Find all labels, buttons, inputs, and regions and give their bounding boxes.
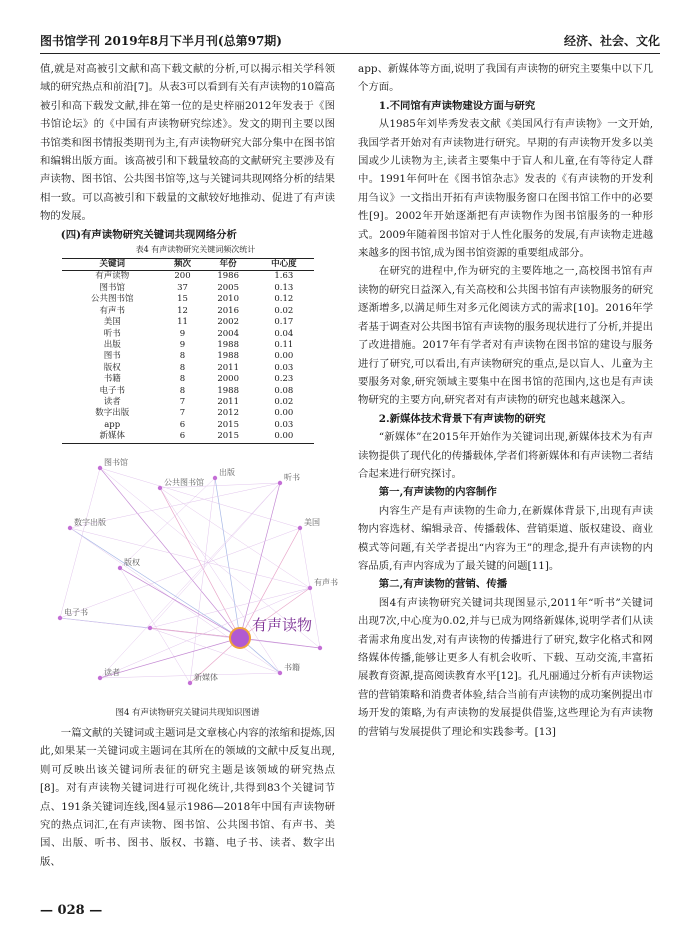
table-cell: 2015 [203,431,254,443]
network-edge [70,528,310,588]
table-cell: 0.02 [274,305,294,316]
table-cell: 版权 [103,362,121,373]
table-cell: 有声读物 [95,271,130,282]
network-node [98,466,102,470]
table-row [62,283,314,294]
network-node-label: 听书 [284,473,300,482]
left-bottom-text [40,724,335,871]
left-paragraph-2: 一篇文献的关键词或主题词是文章核心内容的浓缩和提炼,因此,如果某一关键词或主题词在其所在的领域的文献中反复出现,则可反映出该关键词所表征的研究主题是该领域的研究热点[8]。对有声读物关键词进行可视化统计,共得到83个关键词节点、191条关键词连线,图4显示1986—2018年中国有声读物研究的热点词汇,在有声读物、图书馆、公共图书馆、有声书、美国、出版、听书、图书、版权、书籍、电子书、读者、数字出版、 [40,727,335,868]
network-node-label: 书籍 [284,663,300,672]
table-cell: 1986 [217,271,239,282]
network-edges [60,468,320,683]
network-node-label: 电子书 [64,608,88,617]
subsection-1: 1.不同馆有声读物建设方面与研究 [378,99,536,112]
network-edge [120,568,240,638]
network-edge [160,488,310,588]
network-edge [240,483,280,638]
network-node [98,676,102,680]
network-node-label: 新媒体 [194,673,218,682]
table-row [62,363,314,374]
network-edge [240,638,320,648]
network-node-label: 数字出版 [74,518,106,527]
table-row [62,397,314,408]
table-title: 表4 有声读物研究关键词频次统计 [135,245,256,255]
table-row [62,374,314,385]
table-cell: app [104,419,121,430]
table-cell: 2016 [217,305,239,316]
network-node [58,616,62,620]
table-cell: 8 [179,385,186,396]
table-header-cell: 年份 [203,259,254,271]
network-node [278,481,282,485]
subsection-4: 第二,有声读物的营销、传播 [378,578,508,591]
network-svg [40,448,338,706]
figure-caption: 图4 有声读物研究关键词共现知识图谱 [115,708,260,718]
table-cell: 7 [179,396,186,407]
table-cell: 6 [162,431,202,443]
central-node-label: 有声读物 [252,616,313,634]
right-paragraph-0: app、新媒体等方面,说明了我国有声读物的研究主要集中以下几个方面。 [358,63,653,94]
network-node-label: 出版 [219,468,235,477]
table-cell: 出版 [103,339,121,350]
journal-title: 图书馆学刊 2019年8月下半月刊(总第97期) [40,34,282,48]
left-column [40,60,335,444]
table-row [62,340,314,351]
table-cell: 9 [179,339,186,350]
table-cell: 8 [179,362,186,373]
table-cell: 公共图书馆 [90,294,134,305]
table-cell: 0.23 [274,374,294,385]
table-cell: 6 [179,419,186,430]
table-cell: 2000 [217,374,239,385]
table-cell: 0.03 [274,419,294,430]
table-cell: 美国 [103,317,121,328]
table-cell: 数字出版 [95,408,130,419]
table-cell: 37 [177,282,188,293]
table-cell: 0.03 [274,362,294,373]
table-cell: 0.08 [274,385,294,396]
table-cell: 2011 [217,362,239,373]
table-row [62,294,314,305]
table-cell: 2010 [217,294,239,305]
network-edge [60,468,100,618]
table-row [62,408,314,419]
table-cell: 2002 [217,317,239,328]
table-cell: 听书 [103,328,121,339]
table-cell: 2005 [217,282,239,293]
network-node-label: 图书馆 [104,458,128,467]
network-edge [100,483,280,678]
table-cell: 200 [174,271,191,282]
table-cell: 0.00 [254,431,314,443]
table-cell: 图书 [103,351,121,362]
right-paragraph-5: 图4有声读物研究关键词共现图显示,2011年“听书”关键词出现7次,中心度为0.02,并与已成为网络新媒体,说明学者们从读者需求角度出发,对有声读物的传播进行了研究,数字化格式和网络媒体传播,能够让更多人有机会收听、下载、互动交流,丰富拓展教育资源,提高阅读教育水平[12]。孔凡丽通过分析有声读物运营的营销策略和消费者体验,结合当前有声读物的成功案例提出市场开发的策略,为有声读物的发展提供借鉴,这些理论为有声读物的营销与发展提供了理论和实践参考。[13] [358,596,653,738]
table-cell: 新媒体 [62,431,162,443]
table-cell: 8 [179,374,186,385]
right-paragraph-1: 从1985年刘毕秀发表文献《美国风行有声读物》一文开始,我国学者开始对有声读物进行研究。早期的有声读物开发多以美国或少儿读物为主,读者主要集中于盲人和儿童,在有等待定人群中。1991年何叶在《图书馆杂志》发表的《有声读物的开发利用刍议》一文指出开拓有声读物服务窗口在图书馆工作中的必要性[9]。2002年开始逐渐把有声读物作为图书馆服务的一种形式。2009年随着图书馆对于人性化服务的发展,有声读物走进越来越多的图书馆,成为图书馆资源的重要组成部分。 [358,118,653,260]
table-cell: 7 [179,408,186,419]
network-node [118,566,122,570]
table-cell: 1988 [217,385,239,396]
table-cell: 0.04 [274,328,294,339]
network-edge [150,628,280,673]
table-row [62,306,314,317]
network-node [148,626,152,630]
right-paragraph-4: 内容生产是有声读物的生命力,在新媒体背景下,出现有声读物内容选材、编辑录音、传播载体、营销渠道、版权建设、商业模式等问题,有关学者提出“内容为王”的理念,提升有声读物的内容品质,有声内容成为了最关键的问题[11]。 [358,504,653,572]
table-cell: 11 [177,317,188,328]
subsection-3: 第一,有声读物的内容制作 [378,486,497,499]
right-paragraph-3: “新媒体”在2015年开始作为关键词出现,新媒体技术为有声读物提供了现代化的传播载体,学者们将新媒体和有声读物二者结合起来进行研究探讨。 [358,431,653,480]
table-cell: 8 [179,351,186,362]
table-cell: 2011 [217,396,239,407]
table-cell: 0.11 [274,339,294,350]
keyword-frequency-table [62,258,314,444]
table-cell: 9 [179,328,186,339]
subsection-2: 2.新媒体技术背景下有声读物的研究 [378,412,546,425]
right-column [358,60,653,741]
table-header-row [62,259,314,271]
table-cell: 读者 [103,396,121,407]
table-cell: 0.02 [274,396,294,407]
network-node [213,476,217,480]
table-row [62,420,314,431]
table-header-cell: 中心度 [254,259,314,271]
table-row [62,329,314,340]
table-cell: 0.00 [274,351,294,362]
network-node-label: 有声书 [314,578,338,587]
network-edge [120,478,215,568]
network-node-label: 读者 [104,668,120,677]
network-node [68,526,72,530]
table-cell: 2015 [217,419,239,430]
network-node-label: 公共图书馆 [164,478,204,487]
table-cell: 有声书 [99,305,125,316]
section-title: 经济、社会、文化 [563,34,660,48]
table-cell: 1988 [217,351,239,362]
network-node [318,646,322,650]
table-cell: 2004 [217,328,239,339]
network-node [158,486,162,490]
keyword-network-graph [40,448,338,706]
table-header-cell: 频次 [162,259,202,271]
network-node [188,681,192,685]
table-row [62,271,314,283]
table-cell: 电子书 [99,385,125,396]
table-cell: 2012 [217,408,239,419]
table-cell: 书籍 [103,374,121,385]
page-header [40,28,660,54]
page-number: — 028 — [40,903,103,918]
table-header-cell: 关键词 [62,259,162,271]
table-cell: 0.17 [274,317,294,328]
right-paragraph-2: 在研究的进程中,作为研究的主要阵地之一,高校图书馆有声读物的研究日益深入,有关高校和公共图书馆有声读物服务的研究逐渐增多,以满足师生对多元化阅读方式的需求[10]。2016年学者基于调查对公共图书馆有声读物的服务现状进行了分析,并提出了改进措施。2017年有学者对有声读物在图书馆的建设与服务进行了研究,可以看出,有声读物研究的重点,是以盲人、儿童为主要服务对象,研究领域主要集中在图书馆的范围内,这也是有声读物研究的主要方向,研究者对有声读物的研究也越来越深入。 [358,265,653,407]
network-node [298,526,302,530]
table-cell: 0.12 [274,294,294,305]
table-row [62,317,314,328]
network-node [278,671,282,675]
table-cell: 图书馆 [99,282,125,293]
table-row [62,431,314,443]
network-edge [70,528,240,638]
network-node-label: 版权 [124,558,140,567]
network-node [308,586,312,590]
network-edge [100,638,240,678]
network-edge [190,478,215,683]
network-edge [70,528,280,673]
table-cell: 0.00 [274,408,294,419]
network-edge [100,468,300,528]
network-node-label: 美国 [304,518,320,527]
network-edge [60,528,300,618]
network-edge [160,488,280,673]
left-paragraph-1: 值,就是对高被引文献和高下载文献的分析,可以揭示相关学科领域的研究热点和前沿[7]。从表3可以看到有关有声读物的10篇高被引和高下载发文献,排在第一位的是史梓丽2012年发表于《图书馆论坛》的《中国有声读物研究综述》。发文的期刊主要以图书馆类和图书情报类期刊为主,有声读物研究大部分集中在图书馆和编辑出版方面。该高被引和下载量较高的文献研究主要涉及有声读物、图书馆、公共图书馆等,这与关键词共现网络分析的结果相一致。可以高被引和下载量的文献较好地推动、促进了有声读物的发展。 [40,63,335,223]
table-row [62,351,314,362]
network-edge [100,673,280,678]
central-node [230,628,250,648]
table-row [62,386,314,397]
section-heading-4: (四)有声读物研究关键词共现网络分析 [60,228,237,241]
table-cell: 15 [177,294,188,305]
header-rule [40,53,660,54]
table-cell: 0.13 [274,282,294,293]
table-cell: 12 [177,305,188,316]
network-edge [150,483,280,628]
table-cell: 1.63 [274,271,294,282]
table-cell: 1988 [217,339,239,350]
